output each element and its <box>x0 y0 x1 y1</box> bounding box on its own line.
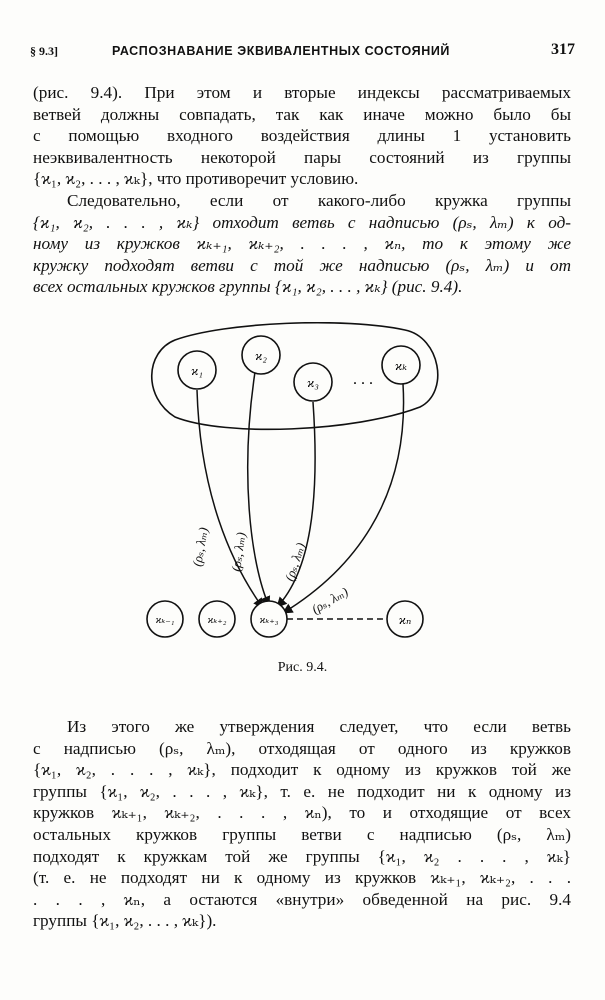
node-label: ϰₖ <box>394 358 408 373</box>
text-line: Из этого же утверждения следует, что если ветвь <box>67 717 571 736</box>
node-label: ϰ₃ <box>307 375 319 390</box>
state-diagram <box>135 322 445 642</box>
text-line: {ϰ₁, ϰ₂, . . . , ϰₖ}, что противоречит условию. <box>33 169 359 189</box>
paragraph-3 <box>33 716 571 932</box>
node-label: ϰₙ <box>398 612 412 627</box>
node-xk-2 <box>199 601 235 637</box>
edge-x2 <box>248 372 269 606</box>
text-line: подходят к кружкам той же группы {ϰ₁, ϰ₂ . . . , ϰₖ} <box>33 846 571 866</box>
section-number: § 9.3] <box>30 44 58 58</box>
text-line: с надписью (ρₛ, λₘ), отходящая от одного из кружков <box>33 738 571 758</box>
ellipsis: . . . <box>353 371 373 388</box>
paragraph-2 <box>33 190 571 298</box>
text-line: кружков ϰₖ₊₁, ϰₖ₊₂, . . . , ϰₙ), то и отходящие от всех <box>33 803 571 823</box>
text-line: группы {ϰ₁, ϰ₂, . . . , ϰₖ}, т. е. не подходит ни к одному из <box>33 781 571 801</box>
edge-label: (ρₛ, λₘ) <box>228 531 249 573</box>
node-xn <box>387 601 423 637</box>
node-xk <box>382 346 420 384</box>
running-title: РАСПОЗНАВАНИЕ ЭКВИВАЛЕНТНЫХ СОСТОЯНИЙ <box>112 44 451 58</box>
text-line: всех остальных кружков группы {ϰ₁, ϰ₂, . . . , ϰₖ} (рис. 9.4). <box>33 277 463 297</box>
text-line: ному из кружков ϰₖ₊₁, ϰₖ₊₂, . . . , ϰₙ, то к этому же <box>33 234 571 254</box>
text-line: группы {ϰ₁, ϰ₂, . . . , ϰₖ}). <box>33 911 217 931</box>
node-xk-1 <box>147 601 183 637</box>
page-number: 317 <box>551 41 575 58</box>
paragraph-1 <box>33 82 571 190</box>
node-x3 <box>294 363 332 401</box>
edge-label: (ρₛ, λₘ) <box>281 540 309 583</box>
edge-x1 <box>197 390 263 608</box>
text-line: с помощью входного воздействия длины 1 установить <box>33 126 571 146</box>
text-line: . . . , ϰₙ, а остаются «внутри» обведенной на рис. 9.4 <box>33 889 571 909</box>
node-label: ϰₖ₋₁ <box>155 615 175 626</box>
node-label: ϰ₂ <box>255 348 267 363</box>
edge-xk <box>283 384 404 613</box>
text-line: неэквивалентность некоторой пары состояний из группы <box>33 147 571 167</box>
node-label: ϰ₁ <box>191 363 203 378</box>
node-x1 <box>178 351 216 389</box>
node-label: ϰₖ₊₃ <box>259 615 279 626</box>
text-line: {ϰ₁, ϰ₂, . . . , ϰₖ}, подходит к одному из кружков той же <box>33 760 571 780</box>
text-line: ветвей должны совпадать, так как иначе можно было бы <box>33 104 571 124</box>
text-line: (рис. 9.4). При этом и вторые индексы рассматриваемых <box>33 83 571 102</box>
figure-caption: Рис. 9.4. <box>277 660 328 675</box>
node-x2 <box>242 336 280 374</box>
text-line: (т. е. не подходят ни к одному из кружков ϰₖ₊₁, ϰₖ₊₂, . . . <box>33 868 571 888</box>
text-line: кружку подходят ветви с той же надписью (ρₛ, λₘ) и от <box>33 255 571 275</box>
edge-label: (ρₛ, λₘ) <box>189 526 211 568</box>
edge-label: (ρₛ, λₘ) <box>309 583 351 617</box>
node-label: ϰₖ₊₂ <box>207 615 227 626</box>
text-line: Следовательно, если от какого-либо кружка группы <box>67 191 571 210</box>
figure-9-4 <box>135 322 445 642</box>
text-line: {ϰ₁, ϰ₂, . . . , ϰₖ} отходит ветвь с надписью (ρₛ, λₘ) к од- <box>33 212 571 232</box>
node-xk-3 <box>251 601 287 637</box>
running-header <box>30 40 575 62</box>
text-line: остальных кружков группы ветви с надписью (ρₛ, λₘ) <box>33 824 571 844</box>
